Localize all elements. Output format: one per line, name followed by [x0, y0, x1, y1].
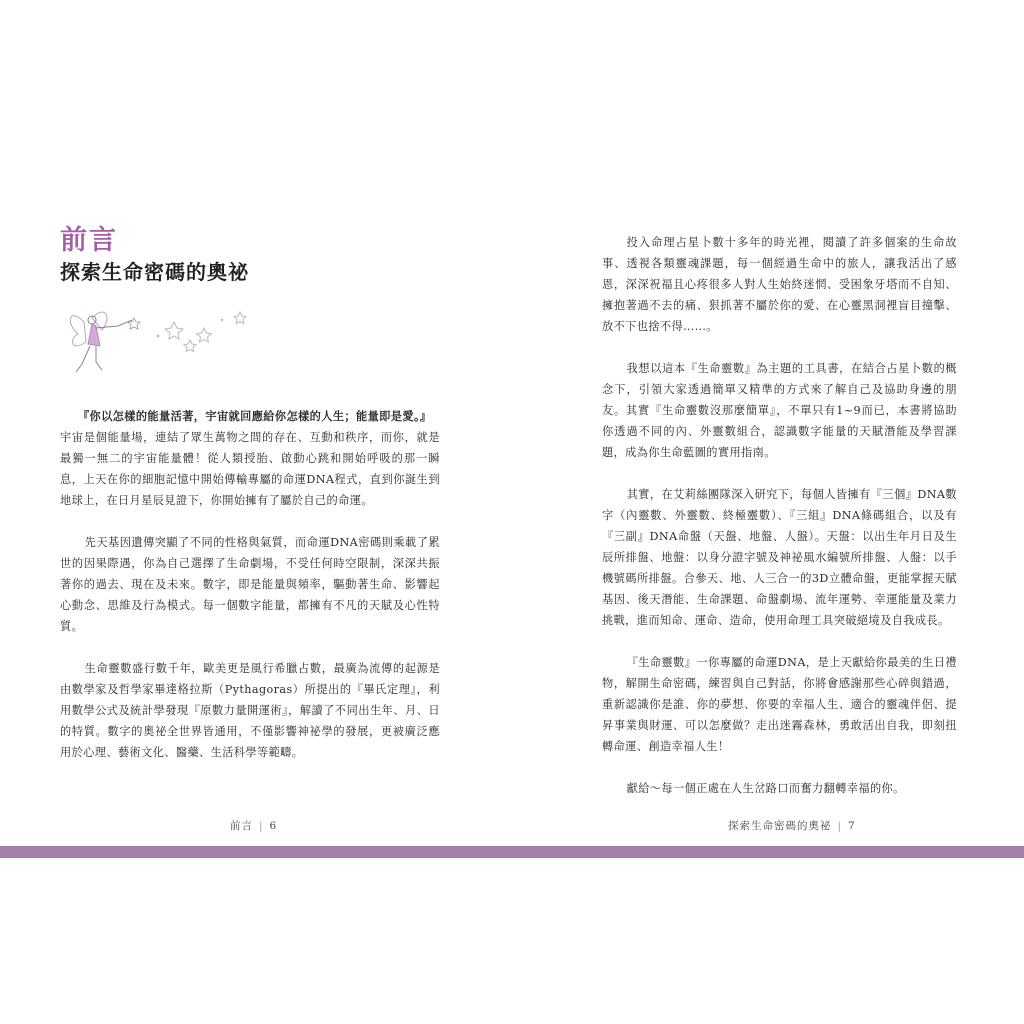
right-text-column: [602, 232, 957, 799]
left-page-footer: [230, 818, 277, 833]
opening-quote: 『你以怎樣的能量活著，宇宙就回應給你怎樣的人生；能量即是愛。』: [77, 409, 432, 423]
paragraph-experience: 投入命理占星卜數十多年的時光裡，閱讀了許多個案的生命故事、透視各類靈魂課題，每一個經過生命中的旅人，讓我活出了感恩，深深祝福且心疼很多人對人生始終迷惘、受困象牙塔而不自知、擁抱著過不去的痛、狠抓著不屬於你的愛、在心靈黑洞裡盲目撞擊、放不下也捨不得……。: [602, 236, 957, 333]
page-number: 7: [848, 820, 856, 832]
paragraph-history: 生命靈數盛行數千年，歐美更是風行希臘占數，最廣為流傳的起源是由數學家及哲學家畢達格拉斯（Pythagoras）所提出的『畢氏定理』，利用數學公式及統計學發現『原數力量開運術』，解讀了不同出生年、月、日的特質。數字的奧祕全世界皆通用，不僅影響神祕學的發展，更被廣泛應用於心理、藝術文化、醫藥、生活科學等範疇。: [60, 662, 440, 759]
footer-label: 前言: [230, 820, 253, 832]
paragraph-research: 其實，在艾莉絲團隊深入研究下，每個人皆擁有『三個』DNA數字（內靈數、外靈數、終極靈數）、『三組』DNA條碼組合，以及有『三副』DNA命盤（天盤、地盤、人盤）。天盤：以出生年月日及生辰所排盤、地盤：以身分證字號及神祕風水編號所排盤、人盤：以手機號碼所排盤。合參天、地、人三合一的3D立體命盤，更能掌握天賦基因、後天潛能、生命課題、命盤劇場、流年運勢、幸運能量及業力挑戰，進而知命、運命、造命，使用命理工具突破絕境及自我成長。: [602, 488, 957, 627]
fairy-with-stars-icon: [62, 300, 262, 390]
page-number: 6: [269, 820, 278, 832]
paragraph-gift: 『生命靈數』一你專屬的命運DNA，是上天獻給你最美的生日禮物，解開生命密碼，練習與自己對話，你將會感謝那些心碎與錯過，重新認識你是誰、你的夢想、你要的幸福人生、適合的靈魂伴侶、提昇事業與財運、可以怎麼做？走出迷霧森林，勇敢活出自我，即刻扭轉命運、創造幸福人生！: [602, 656, 957, 753]
dedication: 獻給～每一個正處在人生岔路口而奮力翻轉幸福的你。: [626, 782, 905, 795]
paragraph-genes: 先天基因遺傳突顯了不同的性格與氣質，而命運DNA密碼則乘載了累世的因果際遇，你為自己選擇了生命劇場，不受任何時空限制，深深共振著你的過去、現在及未來。數字，即是能量與頻率，驅動著生命、影響起心動念、思維及行為模式。每一個數字能量，都擁有不凡的天賦及心性特質。: [60, 536, 440, 633]
footer-label: 探索生命密碼的奧祕: [728, 820, 832, 832]
chapter-title: 前言: [60, 225, 118, 256]
left-text-column: [60, 406, 440, 763]
footer-separator: |: [259, 820, 264, 832]
right-page: [512, 0, 1024, 846]
bottom-color-band: [0, 846, 1024, 858]
paragraph-purpose: 我想以這本『生命靈數』為主題的工具書，在結合占星卜數的概念下，引領大家透過簡單又精準的方式來了解自己及協助身邊的朋友。其實『生命靈數沒那麼簡單』，不單只有1~9而已，本書將協助你透過不同的內、外靈數組合，認識數字能量的天賦潛能及學習課題，成為你生命藍圖的實用指南。: [602, 362, 957, 459]
right-page-footer: [728, 818, 856, 833]
footer-separator: |: [837, 820, 843, 832]
chapter-subtitle: 探索生命密碼的奧祕: [60, 260, 249, 284]
left-page: [0, 0, 512, 846]
paragraph-universe: 宇宙是個能量場，連結了眾生萬物之間的存在、互動和秩序，而你，就是最獨一無二的宇宙能量體！從人類授胎、啟動心跳和開始呼吸的那一瞬息，上天在你的細胞記憶中開始傳輸專屬的命運DNA程式，直到你誕生到地球上，在日月星辰見證下，你開始擁有了屬於自己的命運。: [60, 431, 440, 507]
